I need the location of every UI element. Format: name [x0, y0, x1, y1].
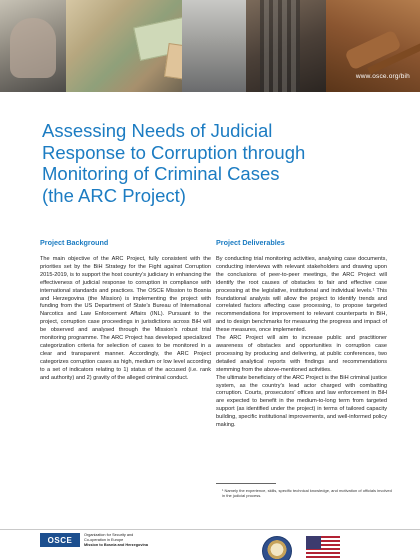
- footnote: ¹ Namely the experience, skills, specific technical knowledge, and motivation of officials involved in the judicial process.: [222, 488, 392, 499]
- project-background-section: [40, 238, 211, 383]
- osce-name-line: Mission to Bosnia and Herzegovina: [84, 542, 148, 547]
- us-state-department-seal-icon: [262, 536, 292, 560]
- handshake-photo: [0, 0, 66, 92]
- section-heading: Project Deliverables: [216, 238, 285, 247]
- title-line: Response to Corruption through: [42, 141, 306, 163]
- osce-name-line: Organization for Security and: [84, 533, 134, 537]
- title-line: (the ARC Project): [42, 184, 186, 206]
- title-line: Assessing Needs of Judicial: [42, 120, 273, 141]
- header-photo-banner: [0, 0, 420, 92]
- body-paragraph: The main objective of the ARC Project, fully consistent with the priorities set by the BiH Strategy for the Fight against Corruption 2015-2019, is to support the host country’s judiciary in enhancing the effectiveness of judicial response to corruption in compliance with international standards and practices. The OSCE Mission to Bosnia and Herzegovina (the Mission) is implementing the project with funding from the US Department of State’s Bureau of International Narcotics and Law Enforcement Affairs (INL). Pursuant to the project, corruption case proceedings in jurisdictions across BiH will be observed and analysed through the Mission’s robust trial monitoring programme. The ARC Project has developed specialized categorization criteria for selection of cases to be monitored in a clear and transparent manner. Accordingly, the ARC Project categorizes corruption cases as high, medium or low level according to a set of indicators relating to 1) status of the accused (i.e. rank and authority) and 2) gravity of the alleged criminal conduct.: [40, 256, 211, 381]
- hand-shape: [10, 18, 56, 78]
- us-flag-icon: [306, 536, 340, 560]
- body-paragraph: By conducting trial monitoring activities, analysing case documents, conducting interviews with relevant stakeholders and drawing upon the conclusions of peer-to-peer meetings, the ARC Project will identify the root causes of obstacles to fair and effective case processing at the legislative, institutional and individual levels.¹ This foundational analysis will allow the project to identify trends and correlated factors affecting case processing, to propose targeted recommendations for improvement to relevant counterparts in BiH, and to design benchmarks for measuring the progress and impact of these measures, once implemented.: [216, 256, 387, 334]
- section-heading: Project Background: [40, 238, 109, 247]
- project-deliverables-section: [216, 238, 387, 430]
- osce-name: [84, 533, 148, 547]
- prison-bars-photo: [246, 0, 326, 92]
- banknote-shape: [164, 43, 182, 87]
- flag-canton: [306, 536, 321, 549]
- footnote-rule: [216, 483, 276, 484]
- footer-divider: [0, 529, 420, 530]
- documents-photo: [182, 0, 246, 92]
- body-paragraph: The ARC Project will aim to increase public and practitioner awareness of obstacles and opportunities in corruption case processing by producing and delivering, at public conferences, two detailed analytical reports with findings and recommendations stemming from the above-mentioned activities.: [216, 335, 387, 373]
- osce-name-line: Co-operation in Europe: [84, 537, 124, 542]
- banknotes-photo: [66, 0, 182, 92]
- website-url[interactable]: www.osce.org/bih: [355, 73, 410, 80]
- body-paragraph: The ultimate beneficiary of the ARC Project is the BiH criminal justice system, as the country’s lead actor charged with combatting corruption. Courts, prosecutors’ offices and law enforcement in BiH are expected to benefit in the medium-to-long term from targeted support (as identified under the project) in terms of tailored capacity building, specific institutional improvements, and well-informed policy making.: [216, 374, 387, 429]
- document-title: [42, 120, 392, 206]
- title-line: Monitoring of Criminal Cases: [42, 163, 280, 184]
- bars-shape: [260, 0, 300, 92]
- osce-logo: OSCE: [40, 533, 80, 547]
- osce-logo-block: [40, 533, 148, 547]
